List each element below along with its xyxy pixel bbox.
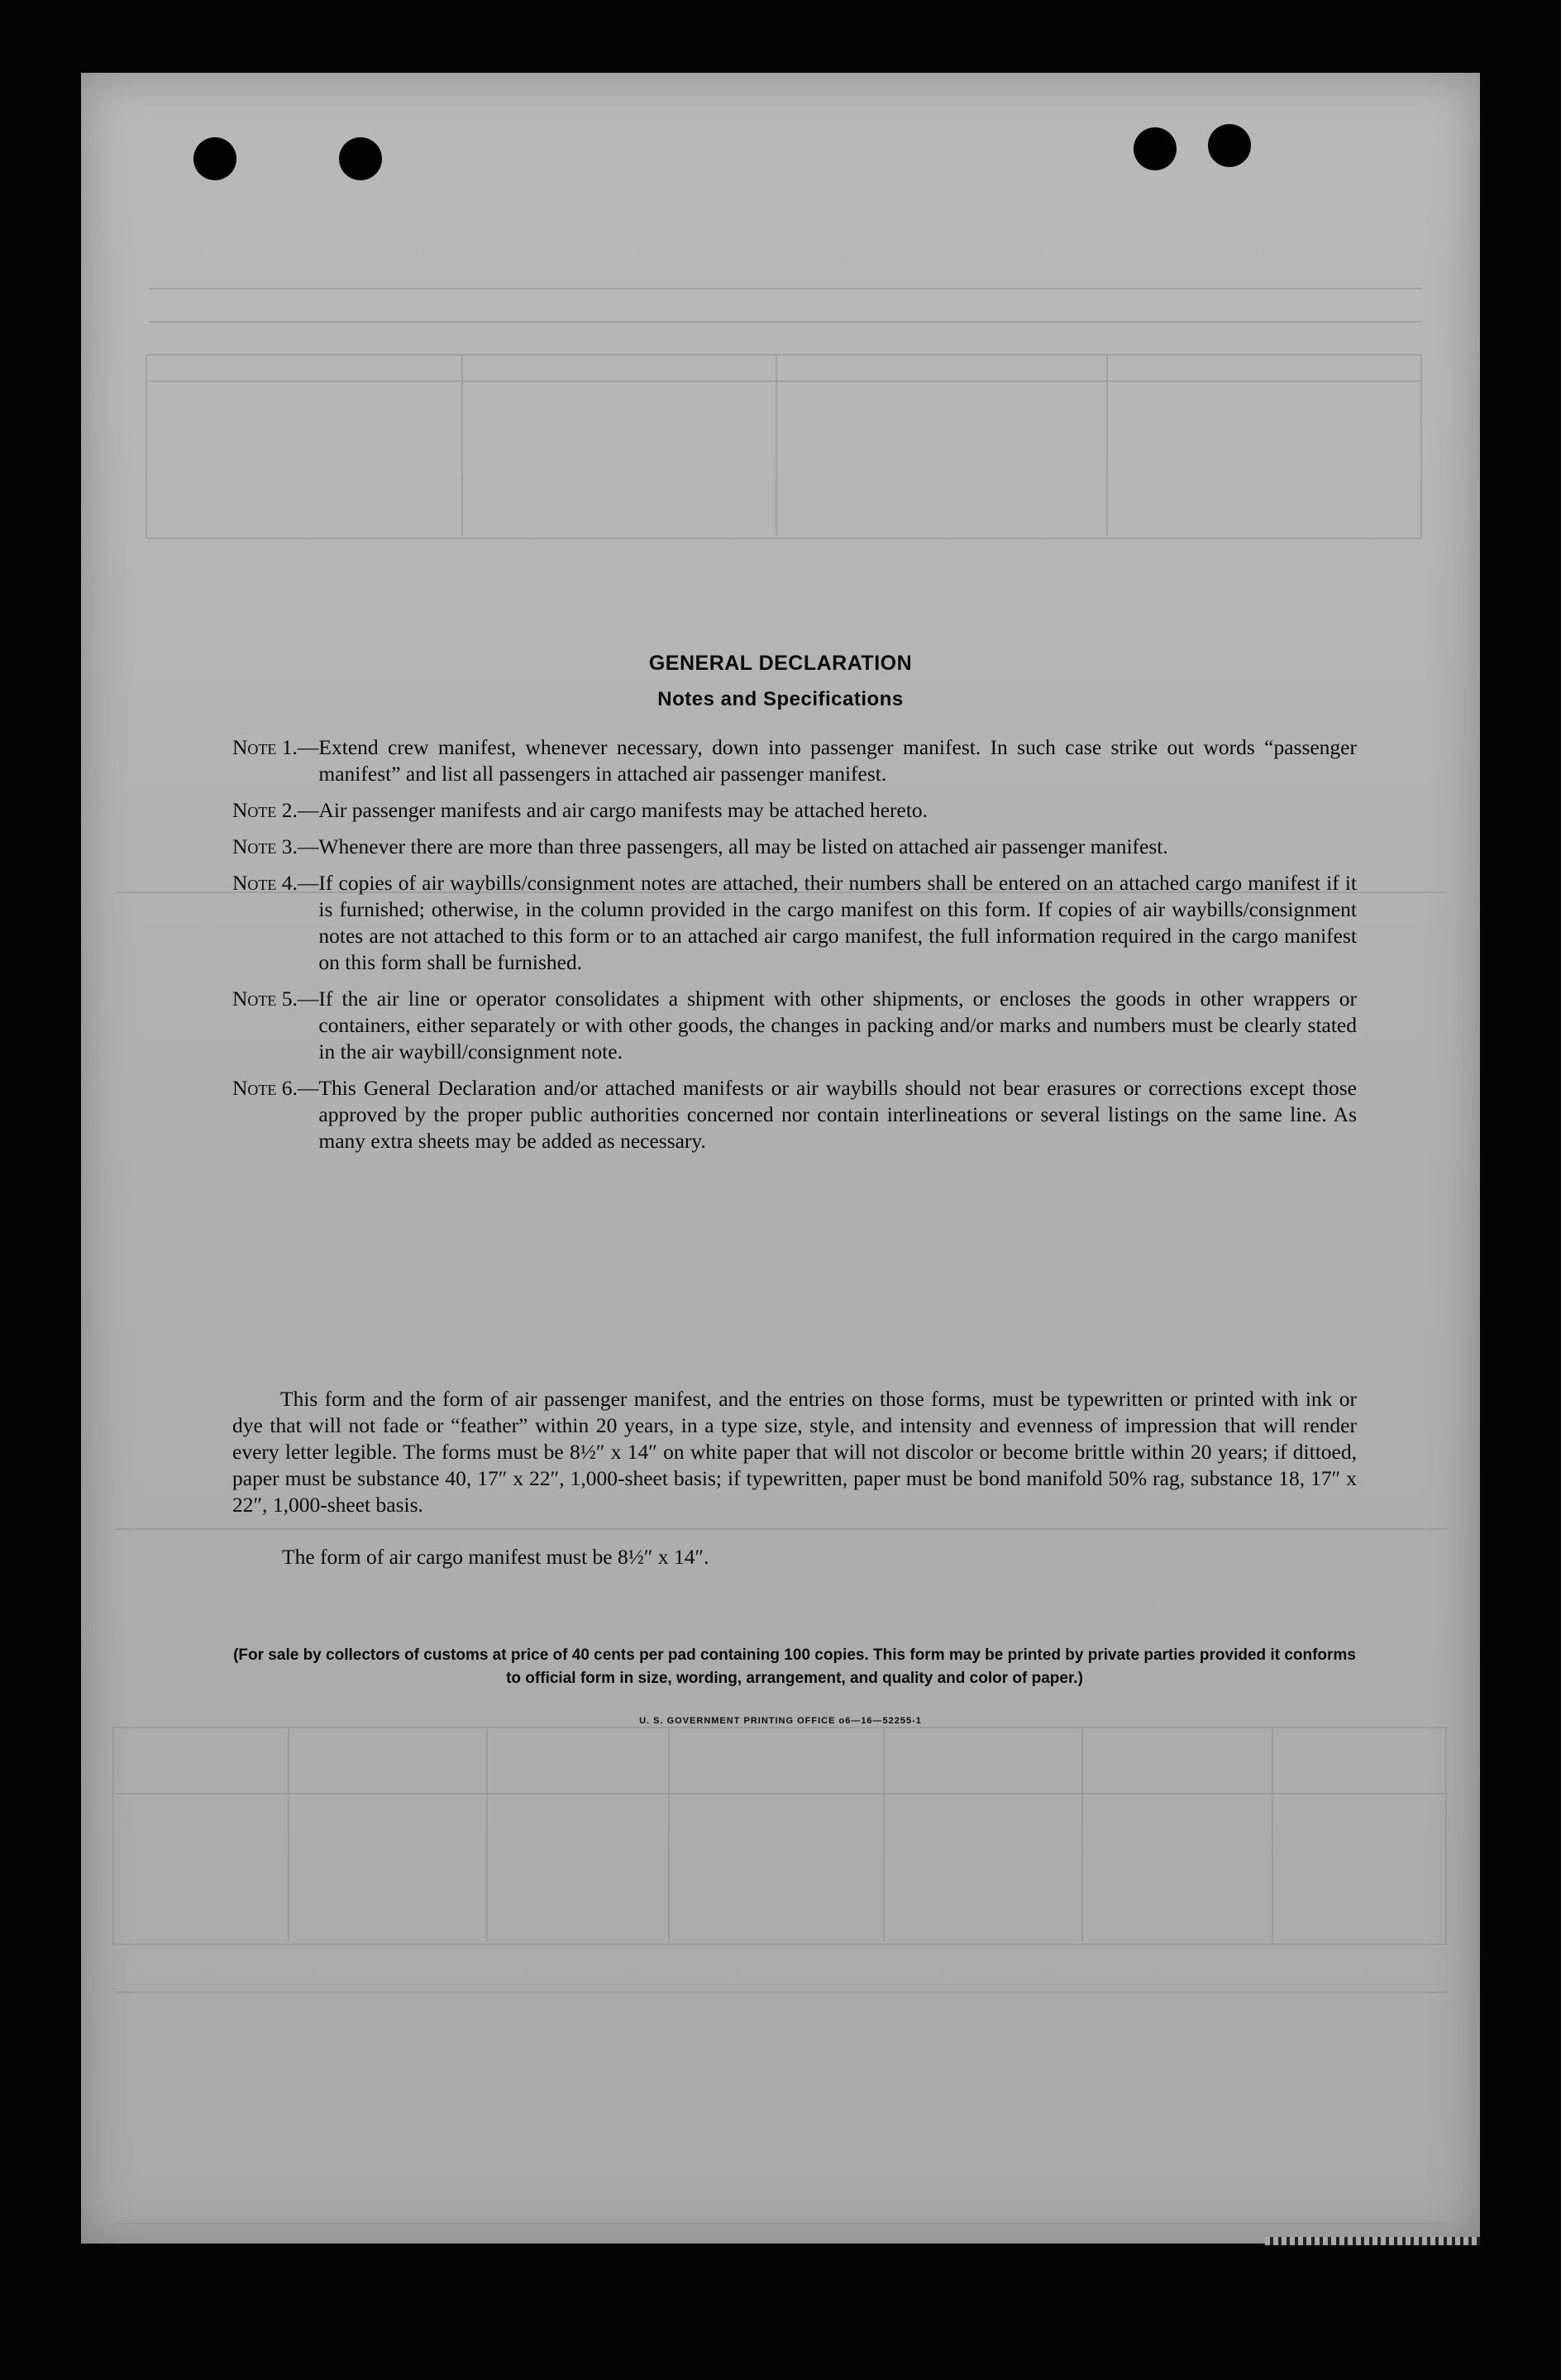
specification-paragraph [232, 1386, 1357, 1518]
document-page [81, 73, 1480, 2244]
note-item [232, 797, 1357, 824]
note-label: Note 2.— [232, 798, 319, 822]
notes-list [232, 734, 1357, 1164]
note-text: Whenever there are more than three passengers, all may be listed on attached air passenger manifest. [318, 834, 1168, 858]
note-text: If the air line or operator consolidates a shipment with other shipments, or encloses the goods in other wrappers or containers, either separately or with other goods, the changes in packing and/or marks and numbers must be clearly stated in the air waybill/consignment note. [318, 987, 1357, 1063]
note-item [232, 834, 1357, 860]
page-title: GENERAL DECLARATION [648, 652, 913, 675]
note-item [232, 870, 1357, 976]
note-label: Note 1.— [232, 735, 319, 759]
note-label: Note 4.— [232, 871, 319, 895]
page-subtitle: Notes and Specifications [657, 688, 904, 710]
notes-content [81, 73, 1480, 2244]
torn-edge [1265, 2237, 1480, 2245]
note-item [232, 986, 1357, 1065]
note-label: Note 5.— [232, 987, 319, 1011]
note-label: Note 6.— [232, 1076, 319, 1100]
note-label: Note 3.— [232, 834, 319, 858]
note-item [232, 1075, 1357, 1154]
cargo-form-size-line: The form of air cargo manifest must be 8½″ x 14″. [282, 1545, 709, 1569]
note-item [232, 734, 1357, 787]
note-text: Extend crew manifest, whenever necessary, down into passenger manifest. In such case strike out words “passenger manifest” and list all passengers in attached air passenger manifest. [318, 735, 1357, 786]
sale-notice: (For sale by collectors of customs at price of 40 cents per pad containing 100 copies. This form may be printed by private parties provided it conforms to official form in size, wording, arrangement, and quality and color of paper.) [233, 1646, 1356, 1687]
note-text: This General Declaration and/or attached manifests or air waybills should not bear erasures or corrections except those approved by the proper public authorities concerned nor contain interlineations or several listings on the same line. As many extra sheets may be added as necessary. [318, 1076, 1357, 1153]
note-text: If copies of air waybills/consignment notes are attached, their numbers shall be entered on an attached cargo manifest if it is furnished; otherwise, in the column provided in the cargo manifest on this form. If copies of air waybills/consignment notes are not attached to this form or to an attached air cargo manifest, the full information required in the cargo manifest on this form shall be furnished. [318, 871, 1357, 974]
specification-text: This form and the form of air passenger manifest, and the entries on those forms, must be typewritten or printed with ink or dye that will not fade or “feather” within 20 years, in a type size, style, and intensity and evenness of impression that will render every letter legible. The forms must be 8½″ x 14″ on white paper that will not discolor or become brittle within 20 years; if dittoed, paper must be substance 40, 17″ x 22″, 1,000-sheet basis; if typewritten, paper must be bond manifold 50% rag, substance 18, 17″ x 22″, 1,000-sheet basis. [232, 1387, 1357, 1517]
note-text: Air passenger manifests and air cargo manifests may be attached hereto. [318, 798, 928, 822]
printer-imprint: U. S. GOVERNMENT PRINTING OFFICE o6—16—52255-1 [639, 1716, 922, 1726]
